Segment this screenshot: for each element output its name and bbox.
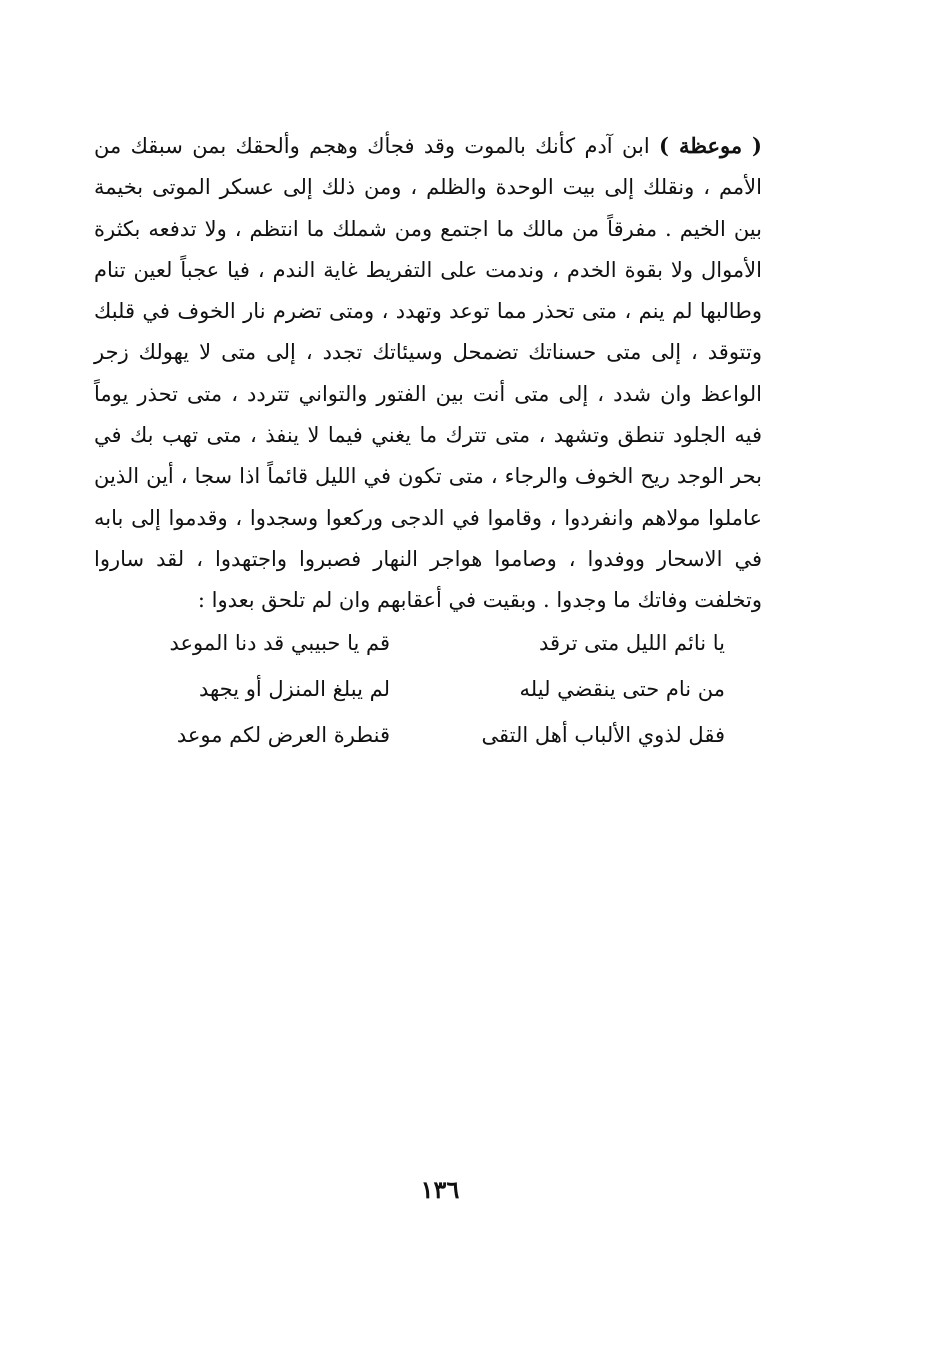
poem-first-hemistich: فقل لذوي الألباب أهل التقى	[481, 723, 725, 747]
sermon-paragraph	[94, 125, 762, 622]
sermon-body: ابن آدم كأنك بالموت وقد فجأك وهجم وألحقك بمن سبقك من الأمم ، ونقلك إلى بيت الوحدة والظلم ، ومن ذلك إلى عسكر الموتى بخيمة بين الخيم . مفرقاً من مالك ما اجتمع ومن شملك ما انتظم ، ولا تدفعه بكثرة الأموال ولا بقوة الخدم ، وندمت على التفريط غاية الندم ، فيا عجباً لعين تنام وطالبها لم ينم ، متى تحذر مما توعد وتهدد ، ومتى تضرم نار الخوف في قلبك وتتوقد ، إلى متى حسناتك تضمحل وسيئاتك تجدد ، إلى متى لا يهولك زجر الواعظ وان شدد ، إلى متى أنت بين الفتور والتواني تتردد ، متى تحذر يوماً فيه الجلود تنطق وتشهد ، متى تترك ما يغني فيما لا ينفذ ، متى تهب بك في بحر الوجد ريح الخوف والرجاء ، متى تكون في الليل قائماً اذا سجا ، أين الذين عاملوا مولاهم وانفردوا ، وقاموا في الدجى وركعوا وسجدوا ، وقدموا إلى بابه في الاسحار ووفدوا ، وصاموا هواجر النهار فصبروا واجتهدوا ، لقد ساروا وتخلفت وفاتك ما وجدوا . وبقيت في أعقابهم وان لم تلحق بعدوا :	[94, 134, 762, 613]
poem-verse	[120, 620, 725, 666]
page-number: ١٣٦	[420, 1175, 460, 1204]
poem-first-hemistich: من نام حتى ينقضي ليله	[519, 677, 725, 701]
poem-verse	[120, 712, 725, 758]
poem-second-hemistich: قنطرة العرض لكم موعد	[176, 723, 390, 747]
poem-second-hemistich: قم يا حبيبي قد دنا الموعد	[169, 631, 390, 655]
poem-verse	[120, 666, 725, 712]
poem-first-hemistich: يا نائم الليل متى ترقد	[538, 631, 725, 655]
poem	[120, 620, 725, 758]
sermon-heading: ( موعظة )	[659, 133, 762, 158]
poem-second-hemistich: لم يبلغ المنزل أو يجهد	[198, 677, 390, 701]
